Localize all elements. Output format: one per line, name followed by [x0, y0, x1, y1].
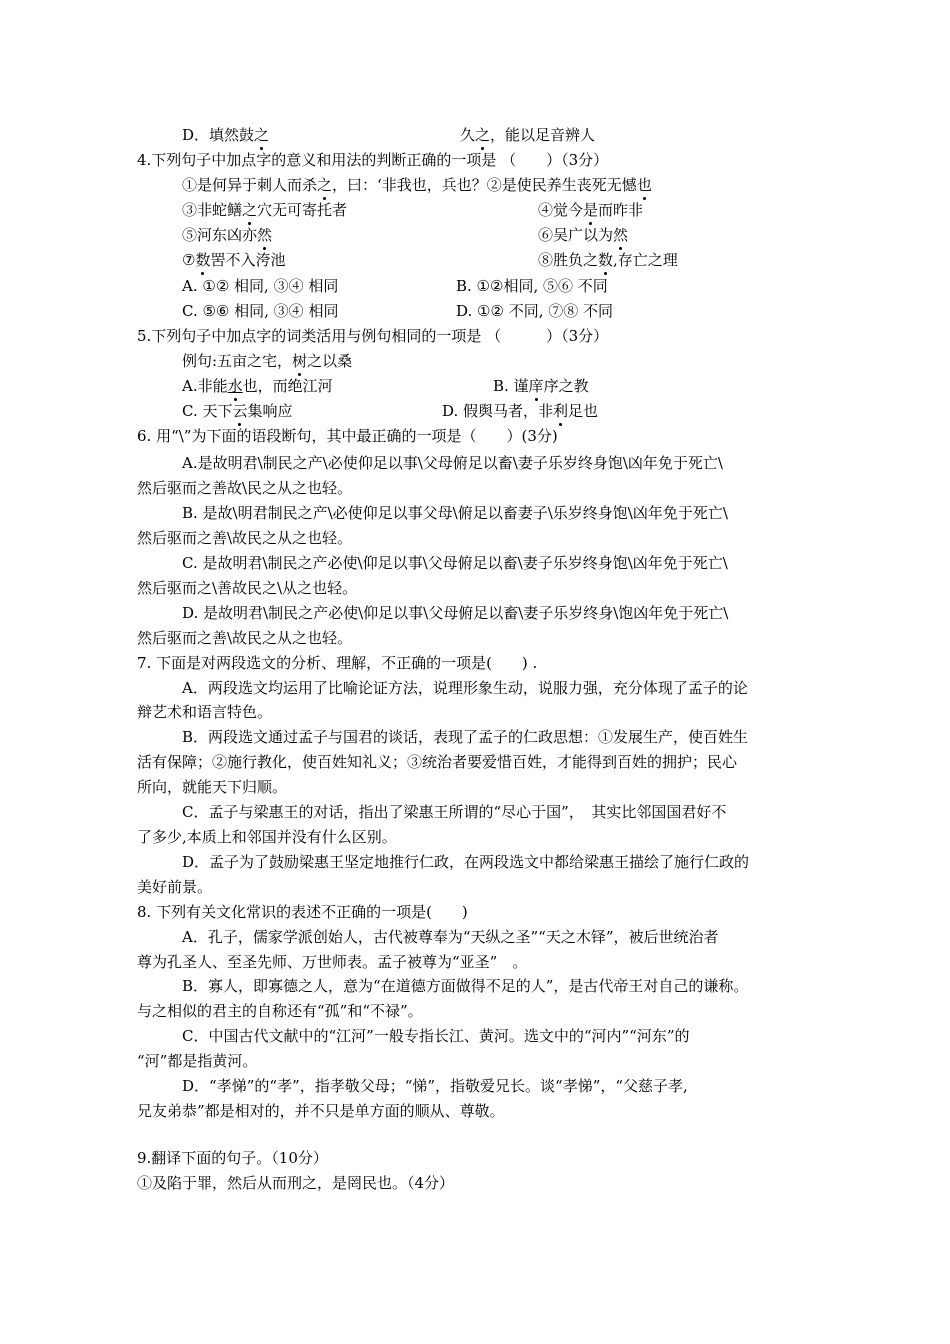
- q6-option-b-line2: 然后驱而之善\故民之从之也轻。: [137, 529, 353, 547]
- q6-option-d-line1: D. 是故明君\制民之产必使\仰足以事\父母俯足以畜\妻子乐岁终身\饱凶年免于死亡\: [182, 604, 729, 622]
- emphasis-char: 之: [475, 126, 491, 144]
- q8-option-d-line1: D．“孝悌”的“孝”，指孝敬父母；“悌”，指敬爱兄长。谈“孝悌”，“父慈子孝,: [182, 1077, 688, 1095]
- q4-sentence-1-2: ①是何异于刺人而杀之，曰：‘非我也，兵也？②是使民养生丧死无憾也: [182, 176, 652, 194]
- q9-stem: 9.翻译下面的句子。（10分）: [137, 1149, 328, 1167]
- emphasis-char: 也: [636, 176, 652, 194]
- q7-option-c-line2: 了多少,本质上和邻国并没有什么区别。: [137, 828, 397, 846]
- q4-sentence-8: ⑧胜负之数,存亡之理: [538, 251, 678, 269]
- q8-option-a-line2: 尊为孔圣人、至圣先师、万世师表。孟子被尊为“亚圣” 。: [137, 953, 528, 971]
- q6-option-c-line2: 然后驱而之\善故民之\从之也轻。: [137, 579, 358, 597]
- q7-option-d-line2: 美好前景。: [137, 878, 213, 896]
- q4-sentence-4: ④觉今是而昨非: [538, 201, 644, 219]
- q7-option-b-line2: 活有保障；②施行教化，使百姓知礼义；③统治者要爱惜百姓，才能得到百姓的拥护；民心: [137, 753, 738, 771]
- q7-option-b-line1: B．两段选文通过孟子与国君的谈话，表现了孟子的仁政思想：①发展生产，使百姓生: [182, 728, 749, 746]
- q6-stem: 6. 用“\”为下面的语段断句，其中最正确的一项是（ ）(3分): [137, 427, 558, 445]
- q4-sentence-5: ⑤河东凶亦然: [182, 226, 273, 244]
- q5-example: 例句:五亩之宅，树之以桑: [182, 352, 353, 370]
- emphasis-char: 水: [227, 377, 243, 395]
- q5-option-c: C. 天下云集响应: [182, 402, 293, 420]
- emphasis-char: 云: [232, 402, 248, 420]
- emphasis-char: 之: [254, 126, 270, 144]
- q3-option-d-right: 久之，能以足音辨人: [460, 126, 596, 144]
- q6-option-a-line2: 然后驱而之善故\民之从之也轻。: [137, 479, 353, 497]
- q8-stem: 8. 下列有关文化常识的表述不正确的一项是( ): [137, 903, 468, 921]
- emphasis-char: 之: [317, 176, 333, 194]
- q8-option-b-line1: B．寡人，即寡德之人，意为“在道德方面做得不足的人”，是古代帝王对自己的谦称。: [182, 977, 749, 995]
- q5-stem: 5.下列句子中加点字的词类活用与例句相同的一项是 （ ）（3分）: [137, 327, 609, 345]
- q8-option-c-line2: “河”都是指黄河。: [137, 1052, 258, 1070]
- emphasis-char: 庠: [528, 377, 544, 395]
- q6-option-b-line1: B. 是故\明君制民之产\必使仰足以事父母\俯足以畜妻子\乐岁终身饱\凶年免于死亡\: [182, 504, 728, 522]
- q7-option-d-line1: D．孟子为了鼓励梁惠王坚定地推行仁政，在两段选文中都给梁惠王描绘了施行仁政的: [182, 853, 750, 871]
- q5-option-a: A.非能水也，而绝江河: [182, 377, 333, 395]
- q4-stem: 4.下列句子中加点字的意义和用法的判断正确的一项是 （ ）（3分）: [137, 151, 609, 169]
- emphasis-char: 之: [242, 201, 258, 219]
- q7-option-b-line3: 所向，就能天下归顺。: [137, 778, 288, 796]
- emphasis-char: 数: [195, 251, 211, 269]
- q7-option-c-line1: C．孟子与梁惠王的对话，指出了梁惠王所谓的“尽心于国”， 其实比邻国国君好不: [182, 803, 727, 821]
- q8-option-d-line2: 兄友弟恭”都是相对的，并不只是单方面的顺从、尊敬。: [137, 1102, 505, 1120]
- q4-sentence-6: ⑥吴广以为然: [538, 226, 629, 244]
- emphasis-char: 然: [257, 226, 273, 244]
- q5-option-d: D. 假舆马者，非利足也: [442, 402, 599, 420]
- emphasis-char: 数: [598, 251, 614, 269]
- q4-option-b: B. ①②相同, ⑤⑥ 不同: [456, 277, 608, 295]
- q4-sentence-7: ⑦数罟不入洿池: [182, 251, 286, 269]
- q7-option-a-line1: A．两段选文均运用了比喻论证方法，说理形象生动，说服力强，充分体现了孟子的论: [182, 679, 748, 697]
- emphasis-char: 树: [292, 352, 308, 370]
- q7-stem: 7. 下面是对两段选文的分析、理解，不正确的一项是( ) .: [137, 654, 538, 672]
- q7-option-a-line2: 辩艺术和语言特色。: [137, 703, 273, 721]
- q8-option-b-line2: 与之相似的君主的自称还有“孤”和“不禄”。: [137, 1002, 423, 1020]
- q8-option-c-line1: C．中国古代文献中的“江河”一般专指长江、黄河。选文中的“河内”“河东”的: [182, 1027, 690, 1045]
- q6-option-d-line2: 然后驱而之善\故民之从之也轻。: [137, 629, 353, 647]
- q8-option-a-line1: A．孔子，儒家学派创始人，古代被尊奉为“天纵之圣”“天之木铎”，被后世统治者: [182, 928, 719, 946]
- q4-option-d: D. ①② 不同, ⑦⑧ 不同: [456, 302, 613, 320]
- q3-option-d: D．填然鼓之: [182, 126, 270, 144]
- emphasis-char: 然: [613, 226, 629, 244]
- q4-sentence-3: ③非蛇鳝之穴无可寄托者: [182, 201, 348, 219]
- q4-option-a: A. ①② 相同, ③④ 相同: [182, 277, 339, 295]
- q5-option-b: B. 谨庠序之教: [493, 377, 589, 395]
- emphasis-char: 利: [553, 402, 569, 420]
- q6-option-c-line1: C. 是故明君\制民之产必使\仰足以事\父母俯足以畜\妻子乐岁终身饱\凶年免于死亡\: [182, 554, 728, 572]
- q6-option-a-line1: A.是故明君\制民之产\必使仰足以事\父母俯足以畜\妻子乐岁终身饱\凶年免于死亡\: [182, 454, 723, 472]
- emphasis-char: 是: [583, 201, 599, 219]
- q9-sentence-1: ①及陷于罪，然后从而刑之，是罔民也。（4分）: [137, 1174, 455, 1192]
- q4-option-c: C. ⑤⑥ 相同, ③④ 相同: [182, 302, 339, 320]
